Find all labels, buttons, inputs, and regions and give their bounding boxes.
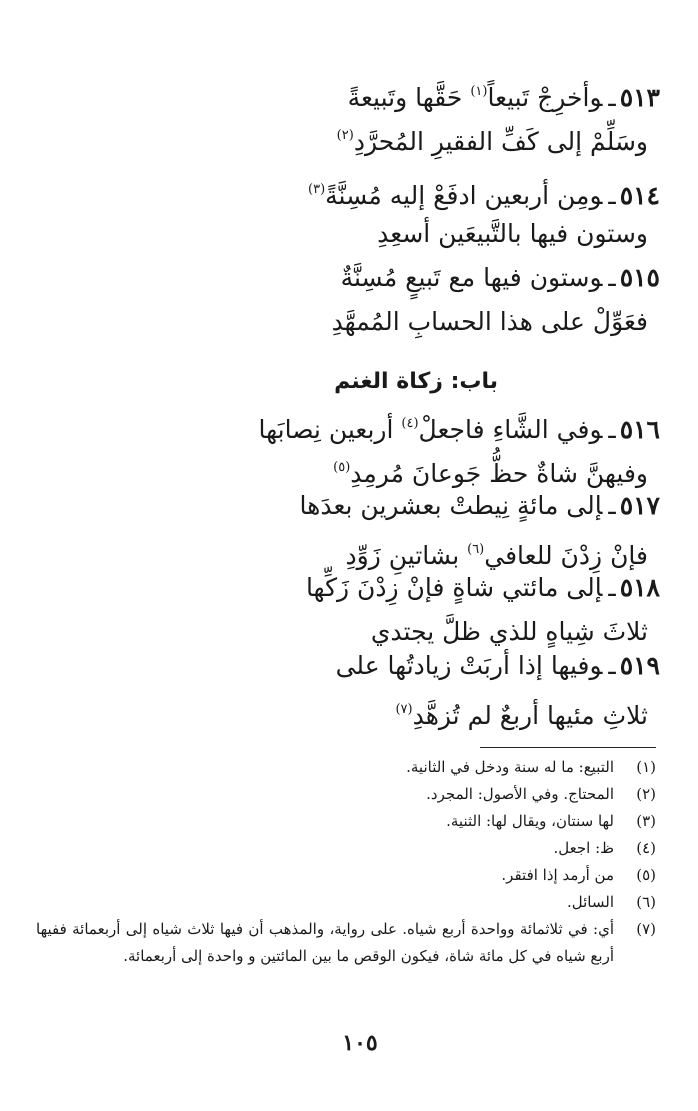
verse-number: ٥١٥ <box>619 263 660 292</box>
footnote-mark: (٧) <box>636 920 656 938</box>
verse-number: ٥١٧ <box>619 491 660 520</box>
chapter-heading: باب: زكاة الغنم <box>334 369 498 394</box>
verse-first-hemistich: ٥١٦ـوفي الشَّاءِ فاجعلْ$^{(٤)}$ أربعين نِصابَها <box>258 415 660 444</box>
verse-number: ٥١٤ <box>619 181 660 210</box>
footnote-mark: (١) <box>636 758 656 776</box>
verse-517 <box>60 484 660 572</box>
footnote-mark: (٤) <box>636 839 656 857</box>
footnote-item <box>36 808 656 835</box>
verse-second-hemistich: وسَلِّمْ إلى كَفِّ الفقيرِ المُحرَّدِ$^{(٢)}$ <box>336 127 648 156</box>
verse-second-hemistich: فإنْ زِدْنَ للعافي$^{(٦)}$ بشاتينِ زَوِّدِ <box>345 541 648 570</box>
footnote-text: التبيع: ما له سنة ودخل في الثانية. <box>406 758 614 776</box>
footnote-mark: (٣) <box>636 812 656 830</box>
verse-514 <box>60 168 660 256</box>
verse-number: ٥١٣ <box>619 83 660 112</box>
verse-second-hemistich: فعَوِّلْ على هذا الحسابِ المُمهَّدِ <box>331 307 648 336</box>
footnote-item <box>36 889 656 916</box>
footnotes <box>36 754 656 970</box>
footnote-mark: (٢) <box>636 785 656 803</box>
verse-first-hemistich: ٥١٧ـإلى مائةٍ نِيطتْ بعشرين بعدَها <box>299 491 660 520</box>
footnote-mark: (٥) <box>636 866 656 884</box>
verse-second-hemistich: ثلاثِ مئيها أربعٌ لم تُزهَّدِ$^{(٧)}$ <box>395 701 648 730</box>
verse-second-hemistich: وفيهنَّ شاةٌ حظُّ جَوعانَ مُرمِدِ$^{(٥)}$ <box>333 459 648 488</box>
footnote-text: لها سنتان، ويقال لها: الثنية. <box>446 812 614 830</box>
footnote-mark: (٦) <box>636 893 656 911</box>
verse-second-hemistich: ثلاثَ شِياهٍ للذي ظلَّ يجتدي <box>370 617 648 646</box>
footnote-text: من أرمد إذا افتقر. <box>501 866 614 884</box>
footnote-divider <box>480 747 656 748</box>
footnote-ref: (٥) <box>333 460 351 475</box>
verse-first-hemistich: ٥١٩ـوفيها إذا أربَتْ زيادتُها على <box>335 651 660 680</box>
footnote-ref: (٦) <box>467 542 485 557</box>
verse-518 <box>60 566 660 654</box>
footnote-ref: (٤) <box>401 416 419 431</box>
footnote-text: السائل. <box>567 893 614 911</box>
footnote-text: المحتاج. وفي الأصول: المجرد. <box>426 785 614 803</box>
footnote-ref: (٧) <box>395 702 413 717</box>
verse-516 <box>60 402 660 490</box>
footnote-item <box>36 781 656 808</box>
verse-519 <box>60 644 660 732</box>
verse-first-hemistich: ٥١٣ـوأخرِجْ تَبيعاً$^{(١)}$ حَقَّها وتَبيعةً <box>347 83 660 112</box>
footnote-ref: (٢) <box>336 128 354 143</box>
verse-first-hemistich: ٥١٨ـإلى مائتي شاةٍ فإنْ زِدْنَ زَكِّها <box>305 573 660 602</box>
verse-first-hemistich: ٥١٤ـومِن أربعين ادفَعْ إليه مُسِنَّةً$^{(٣)}$ <box>308 181 660 210</box>
footnote-item <box>36 754 656 781</box>
verse-513 <box>60 70 660 158</box>
verse-first-hemistich: ٥١٥ـوستون فيها مع تَبيعٍ مُسِنَّةٌ <box>340 263 660 292</box>
footnote-item <box>36 916 656 970</box>
footnote-item <box>36 835 656 862</box>
footnote-ref: (٣) <box>308 182 326 197</box>
footnote-item <box>36 862 656 889</box>
verse-second-hemistich: وستون فيها بالتَّبيعَين أسعِدِ <box>377 219 648 248</box>
verse-number: ٥١٦ <box>619 415 660 444</box>
verse-number: ٥١٨ <box>619 573 660 602</box>
verse-515 <box>60 256 660 344</box>
footnote-ref: (١) <box>470 84 488 99</box>
verse-number: ٥١٩ <box>619 651 660 680</box>
footnote-text: ظ: اجعل. <box>553 839 614 857</box>
page-number: ١٠٥ <box>342 1030 378 1056</box>
footnote-text: أي: في ثلاثمائة وواحدة أربع شياه. على رواية، والمذهب أن فيها ثلاث شياه إلى أربعمائة ففيها أربع شياه في كل مائة شاة، فيكون الوقص ما بين المائتين و واحدة إلى أربعمائة. <box>36 920 614 965</box>
